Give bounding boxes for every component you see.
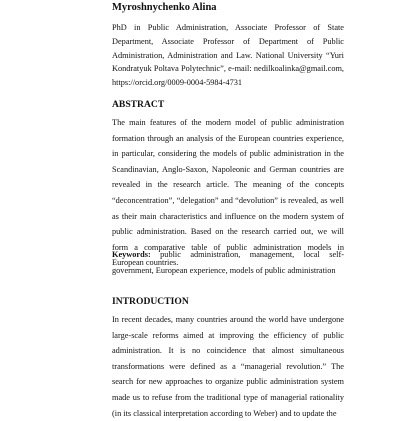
keywords-label: Keywords: <box>112 250 151 259</box>
introduction-text: In recent decades, many countries around the world have undergone large-scale reforms aimed at improving the efficiency of public administration. It is no coincidence that almost simultaneous transformations were defined as a “managerial revolution.” The search for new approaches to organize public administration system made us to refuse from the traditional type of managerial rationality (in its classical interpretation according to Weber) and to update the <box>112 315 344 418</box>
author-affiliation: PhD in Public Administration, Associate Professor of State Department, Associate Professor of Department of Public Administration, Administration and Law. National University “Yuri Kondratyuk Poltava Polytechnic”, e-mail: nedilkoalinka@gmail.com, https://orcid.org/0009-0004-5984-4731 <box>112 23 344 88</box>
keywords-text: public administration, management, local self-government, European experience, models of public administration <box>112 250 344 275</box>
keywords <box>112 247 344 278</box>
author-name: Myroshnychenko Alina <box>112 2 217 13</box>
abstract-heading: ABSTRACT <box>112 99 165 110</box>
introduction-heading: INTRODUCTION <box>112 296 189 307</box>
abstract-text: The main features of the modern model of public administration formation through an analysis of the European countries experience, in particular, considering the models of public administration in the Scandinavian, Anglo-Saxon, Napoleonic and German countries are revealed in the research article. The meaning of the concepts “deconcentration”, “delegation” and “devolution” is revealed, as well as their main characteristics and influence on the modern system of public administration. Based on the research carried out, we will form a comparative table of public administration models in European countries. <box>112 118 344 268</box>
